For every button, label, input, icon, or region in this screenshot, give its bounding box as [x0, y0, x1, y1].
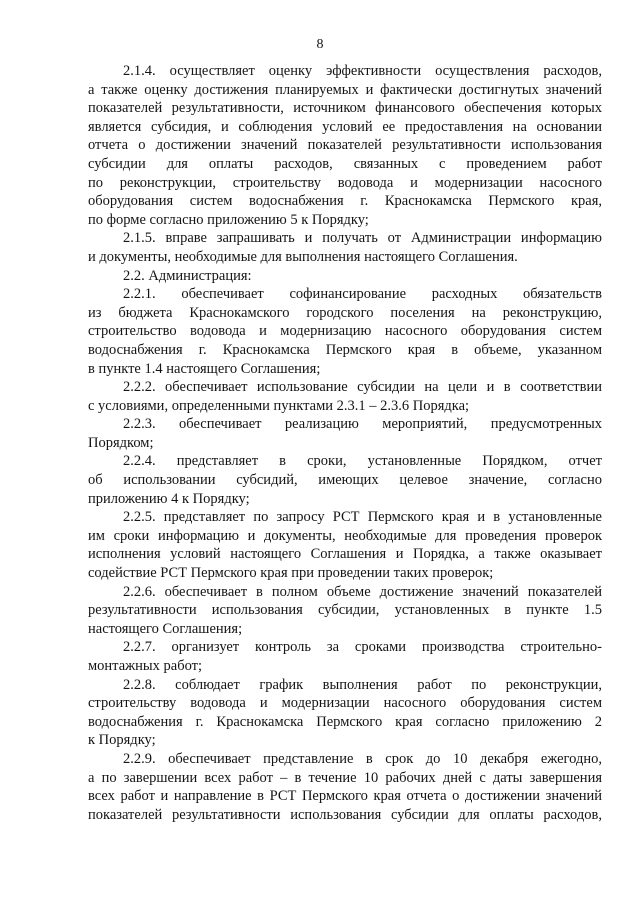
- paragraph-2-2-9: [88, 750, 602, 824]
- text-line: субсидии для оплаты расходов, связанных с проведением работ: [88, 155, 602, 172]
- text-line: является субсидия, и соблюдения условий ее предоставления на основании: [88, 118, 602, 135]
- text-line: 2.1.4. осуществляет оценку эффективности осуществления расходов,: [123, 63, 602, 79]
- text-line: а по завершении всех работ – в течение 10 рабочих дней с даты завершения: [88, 769, 602, 786]
- text-line: 2.2.7. организует контроль за сроками производства строительно-: [123, 639, 602, 656]
- text-line: а также оценку достижения планируемых и фактически достигнутых значений: [88, 81, 602, 98]
- text-line: отчета о достижении значений показателей результативности использования: [88, 137, 602, 154]
- text-line: водоснабжения г. Краснокамска Пермского края в объеме, указанном: [88, 341, 602, 358]
- text-line: из бюджета Краснокамского городского поселения на реконструкцию,: [88, 304, 602, 321]
- paragraph-2-2: [88, 267, 602, 286]
- text-line: 2.2.4. представляет в сроки, установленные Порядком, отчет: [123, 453, 602, 470]
- paragraph-2-1-4: [88, 62, 602, 229]
- text-line: в пункте 1.4 настоящего Соглашения;: [88, 360, 321, 377]
- text-line: строительство водовода и модернизацию насосного оборудования систем: [88, 323, 602, 340]
- paragraph-2-2-3: [88, 415, 602, 452]
- text-line: об использовании субсидий, имеющих целевое значение, согласно: [88, 472, 602, 489]
- text-line: к Порядку;: [88, 732, 156, 749]
- paragraph-2-2-5: [88, 508, 602, 582]
- text-line: строительству водовода и модернизации насосного оборудования систем: [88, 695, 602, 712]
- text-line: 2.2.2. обеспечивает использование субсидии на цели и в соответствии: [123, 379, 602, 396]
- text-line: Порядком;: [88, 434, 154, 451]
- text-line: показателей результативности, источником финансового обеспечения которых: [88, 100, 602, 117]
- text-line: приложению 4 к Порядку;: [88, 490, 250, 507]
- section-heading: 2.2. Администрация:: [123, 267, 252, 284]
- text-line: результативности использования субсидии, установленных в пункте 1.5: [88, 602, 602, 619]
- paragraph-2-2-4: [88, 452, 602, 508]
- paragraph-2-2-7: [88, 638, 602, 675]
- paragraph-2-2-6: [88, 583, 602, 639]
- text-line: 2.2.1. обеспечивает софинансирование расходных обязательств: [123, 286, 602, 303]
- text-line: по реконструкции, строительству водовода и модернизации насосного: [88, 174, 602, 191]
- text-line: содействие РСТ Пермского края при проведении таких проверок;: [88, 565, 494, 582]
- paragraph-2-2-8: [88, 676, 602, 750]
- text-line: 2.2.5. представляет по запросу РСТ Пермского края и в установленные: [123, 509, 602, 526]
- text-line: 2.2.8. соблюдает график выполнения работ по реконструкции,: [123, 676, 602, 693]
- text-line: показателей результативности использования субсидии для оплаты расходов,: [88, 806, 602, 823]
- document-body: [88, 62, 602, 824]
- page-number: 8: [316, 37, 324, 52]
- text-line: 2.2.3. обеспечивает реализацию мероприятий, предусмотренных: [123, 416, 602, 433]
- text-line: и документы, необходимые для выполнения настоящего Соглашения.: [88, 248, 518, 265]
- text-line: 2.2.9. обеспечивает представление в срок до 10 декабря ежегодно,: [123, 750, 602, 767]
- text-line: по форме согласно приложению 5 к Порядку;: [88, 211, 369, 228]
- text-line: им сроки информацию и документы, необходимые для проведения проверок: [88, 527, 602, 544]
- paragraph-2-2-2: [88, 378, 602, 415]
- text-line: с условиями, определенными пунктами 2.3.1 – 2.3.6 Порядка;: [88, 397, 470, 414]
- text-line: 2.1.5. вправе запрашивать и получать от Администрации информацию: [123, 230, 602, 247]
- text-line: исполнения условий настоящего Соглашения и Порядка, а также оказывает: [88, 546, 602, 563]
- text-line: 2.2.6. обеспечивает в полном объеме достижение значений показателей: [123, 583, 602, 600]
- paragraph-2-1-5: [88, 229, 602, 266]
- text-line: монтажных работ;: [88, 658, 203, 674]
- text-line: всех работ и направление в РСТ Пермского края отчета о достижении значений: [88, 788, 602, 805]
- text-line: водоснабжения г. Краснокамска Пермского края согласно приложению 2: [88, 713, 602, 730]
- text-line: настоящего Соглашения;: [88, 620, 243, 637]
- paragraph-2-2-1: [88, 285, 602, 378]
- text-line: оборудования систем водоснабжения г. Краснокамска Пермского края,: [88, 193, 602, 210]
